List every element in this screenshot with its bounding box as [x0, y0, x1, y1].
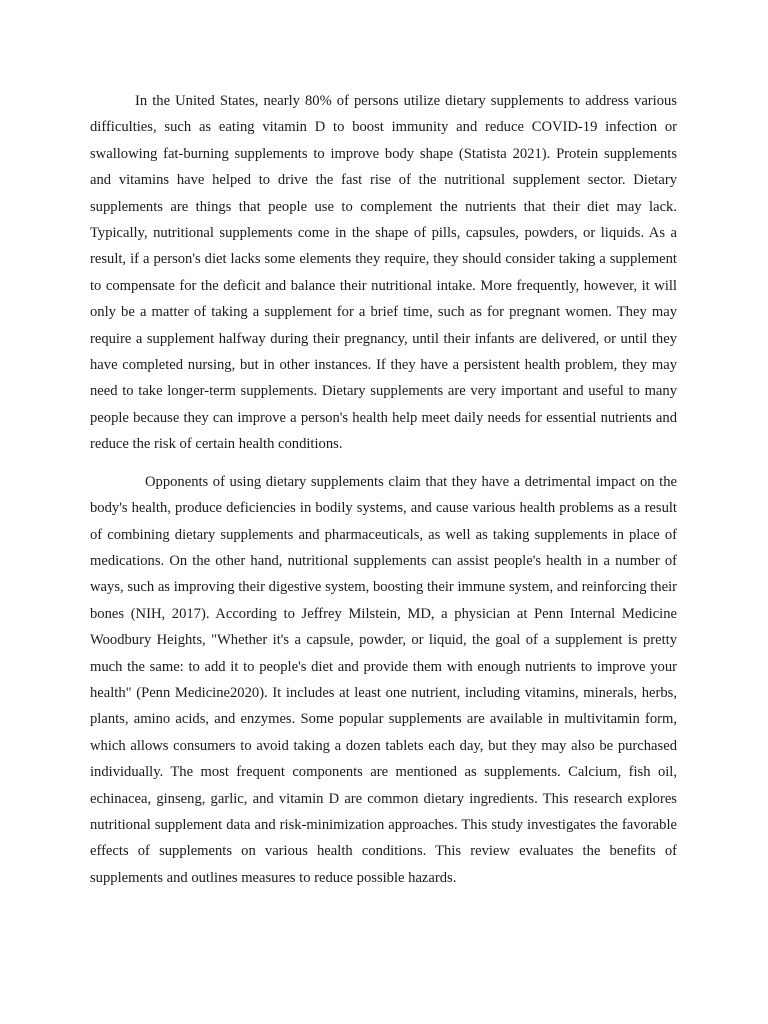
document-page	[90, 88, 677, 891]
paragraph-intro: In the United States, nearly 80% of persons utilize dietary supplements to address various difficulties, such as eating vitamin D to boost immunity and reduce COVID-19 infection or swallowing fat-burning supplements to improve body shape (Statista 2021). Protein supplements and vitamins have helped to drive the fast rise of the nutritional supplement sector. Dietary supplements are things that people use to complement the nutrients that their diet may lack. Typically, nutritional supplements come in the shape of pills, capsules, powders, or liquids. As a result, if a person's diet lacks some elements they require, they should consider taking a supplement to compensate for the deficit and balance their nutritional intake. More frequently, however, it will only be a matter of taking a supplement for a brief time, such as for pregnant women. They may require a supplement halfway during their pregnancy, until their infants are delivered, or until they have completed nursing, but in other instances. If they have a persistent health problem, they may need to take longer-term supplements. Dietary supplements are very important and useful to many people because they can improve a person's health help meet daily needs for essential nutrients and reduce the risk of certain health conditions.	[90, 93, 677, 453]
paragraph-opponents: Opponents of using dietary supplements claim that they have a detrimental impact on the body's health, produce deficiencies in bodily systems, and cause various health problems as a result of combining dietary supplements and pharmaceuticals, as well as taking supplements in place of medications. On the other hand, nutritional supplements can assist people's health in a number of ways, such as improving their digestive system, boosting their immune system, and reinforcing their bones (NIH, 2017). According to Jeffrey Milstein, MD, a physician at Penn Internal Medicine Woodbury Heights, "Whether it's a capsule, powder, or liquid, the goal of a supplement is pretty much the same: to add it to people's diet and provide them with enough nutrients to improve your health" (Penn Medicine2020). It includes at least one nutrient, including vitamins, minerals, herbs, plants, amino acids, and enzymes. Some popular supplements are available in multivitamin form, which allows consumers to avoid taking a dozen tablets each day, but they may also be purchased individually. The most frequent components are mentioned as supplements. Calcium, fish oil, echinacea, ginseng, garlic, and vitamin D are common dietary ingredients. This research explores nutritional supplement data and risk-minimization approaches. This study investigates the favorable effects of supplements on various health conditions. This review evaluates the benefits of supplements and outlines measures to reduce possible hazards.	[90, 473, 677, 886]
